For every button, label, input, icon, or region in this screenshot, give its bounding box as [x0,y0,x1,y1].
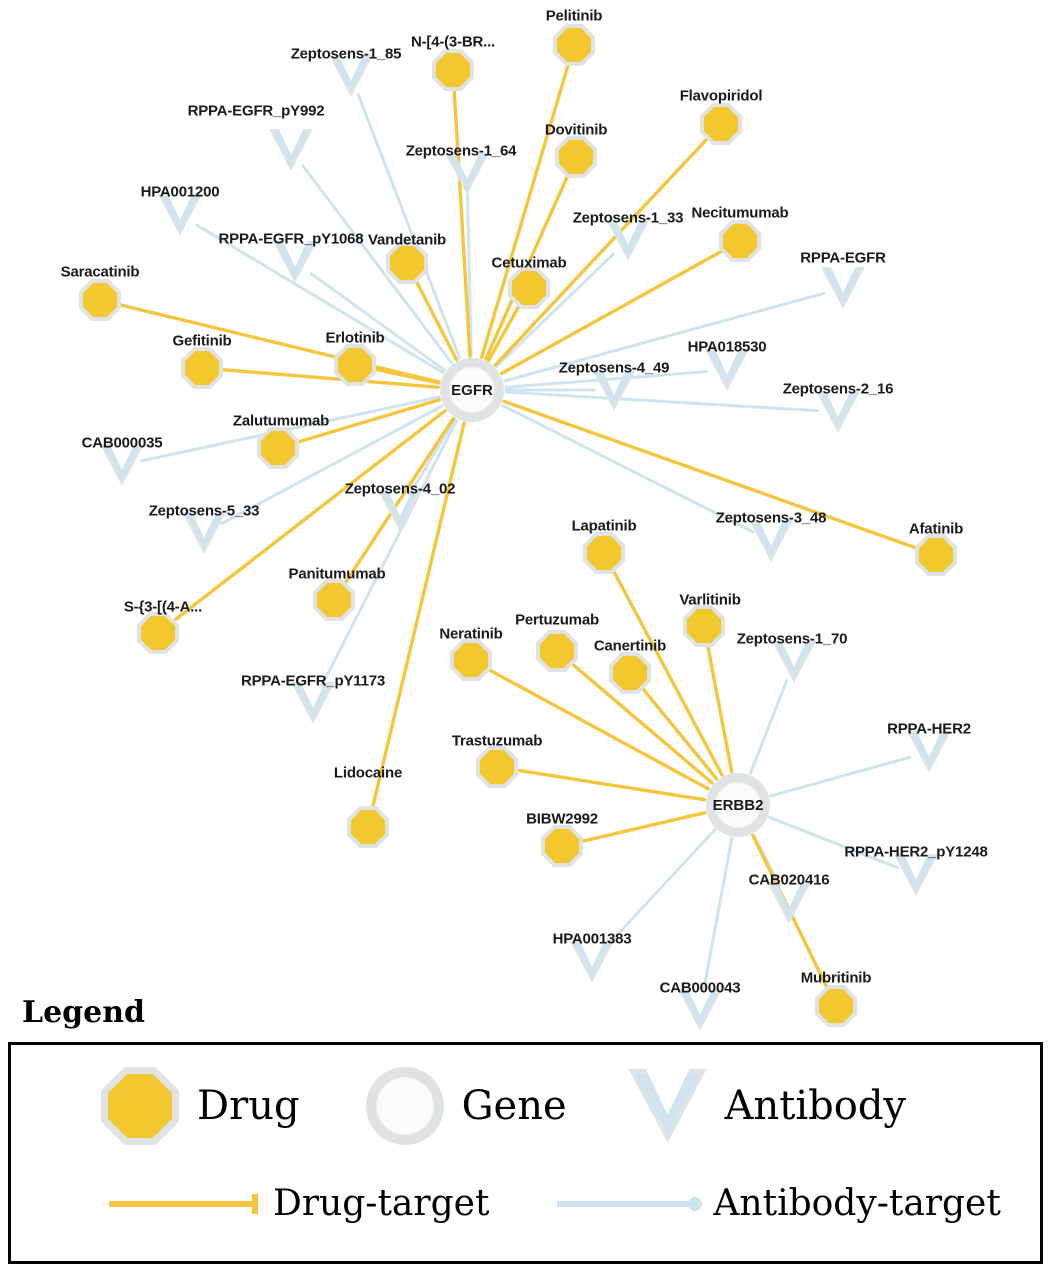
drug-node[interactable] [508,267,550,309]
drug-node-label: Neratinib [439,625,503,643]
drug-octagon-icon [700,103,742,145]
antibody-chevron-icon [269,129,313,171]
drug-node-label: S-{3-[(4-A... [123,598,203,616]
drug-octagon-icon [313,579,355,621]
drug-octagon-icon [683,605,725,647]
gene-node[interactable] [440,358,504,422]
drug-node[interactable] [79,279,121,321]
antibody-node-label: RPPA-HER2_pY1248 [844,843,988,861]
drug-octagon-icon [915,534,957,576]
drug-node-label: Pertuzumab [515,611,599,629]
drug-node-label: Lapatinib [571,517,637,535]
drug-octagon-icon [555,136,597,178]
antibody-node-label: RPPA-EGFR_pY1068 [218,230,364,248]
gene-node[interactable] [706,773,770,837]
antibody-chevron-icon [629,1069,707,1143]
antibody-node-label: HPA018530 [687,338,767,356]
drug-node[interactable] [609,652,651,694]
legend-item-gene [366,1067,567,1145]
drug-node[interactable] [137,612,179,654]
antibody-node-label: CAB020416 [748,871,830,889]
drug-node[interactable] [181,347,223,389]
antibody-node-label: RPPA-EGFR_pY992 [187,102,325,120]
antibody-node-label: RPPA-EGFR [800,249,886,267]
drug-node[interactable] [257,427,299,469]
legend-label-gene: Gene [461,1083,567,1129]
drug-octagon-icon [719,220,761,262]
antibody-node-label: CAB000035 [81,434,163,452]
drug-node-label: Flavopiridol [679,87,763,105]
antibody-node-label: CAB000043 [659,979,741,997]
drug-node-label: Necitumumab [691,204,789,222]
drug-node[interactable] [683,605,725,647]
drug-node-label: Vandetanib [367,231,447,249]
antibody-node-label: Zeptosens-4_49 [558,359,670,377]
antibody-node-label: HPA001383 [552,930,632,948]
legend-label-drug: Drug [197,1083,300,1129]
drug-node-label: Panitumumab [288,565,386,583]
drug-target-edge-icon [107,1191,265,1217]
legend-edge-antibody-target [555,1183,1000,1224]
drug-node-label: Erlotinib [325,329,385,347]
legend-symbol-row [11,1067,1040,1145]
antibody-node-label: Zeptosens-3_48 [715,509,827,527]
drug-node-label: Afatinib [908,520,964,538]
antibody-node-label: Zeptosens-1_70 [736,630,848,648]
drug-octagon-icon [450,639,492,681]
drug-octagon-icon [541,825,583,867]
antibody-node-label: Zeptosens-1_64 [405,142,517,160]
antibody-node-label: Zeptosens-1_33 [572,209,684,227]
drug-octagon-icon [101,1067,179,1145]
drug-node[interactable] [553,24,595,66]
drug-octagon-icon [79,279,121,321]
antibody-node-label: Zeptosens-2_16 [782,380,894,398]
antibody-node-label: Zeptosens-5_33 [148,502,260,520]
drug-node[interactable] [700,103,742,145]
drug-node[interactable] [476,746,518,788]
drug-node-label: N-[4-(3-BR... [410,33,496,51]
drug-octagon-icon [137,612,179,654]
drug-node[interactable] [815,985,857,1027]
antibody-chevron-icon [821,267,865,309]
drug-octagon-icon [553,24,595,66]
drug-octagon-icon [347,806,389,848]
drug-node-label: Cetuximab [491,254,567,272]
drug-octagon-icon [476,746,518,788]
antibody-node-label: Zeptosens-1_85 [290,45,402,63]
drug-node-label: BIBW2992 [526,810,598,828]
drug-node-label: Saracatinib [60,263,140,281]
drug-node[interactable] [334,344,376,386]
gene-circle-icon [706,773,770,837]
legend-edge-row [11,1183,1040,1224]
legend-label-antibody-target: Antibody-target [713,1183,1001,1224]
legend-edge-drug-target [107,1183,489,1224]
drug-octagon-icon [432,49,474,91]
gene-node-label: EGFR [451,381,493,399]
drug-node-label: Dovitinib [544,121,608,139]
drug-octagon-icon [536,630,578,672]
drug-node-label: Pelitinib [545,7,603,25]
drug-node[interactable] [583,532,625,574]
antibody-node-label: Zeptosens-4_02 [344,480,456,498]
antibody-node[interactable] [821,267,865,309]
drug-node[interactable] [347,806,389,848]
legend-item-antibody [629,1069,906,1143]
antibody-node[interactable] [269,129,313,171]
drug-octagon-icon [815,985,857,1027]
gene-circle-icon [440,358,504,422]
legend-title: Legend [22,995,146,1030]
gene-circle-icon [366,1067,444,1145]
drug-octagon-icon [257,427,299,469]
antibody-node-label: HPA001200 [140,183,220,201]
drug-node-label: Gefitinib [172,332,232,350]
drug-node[interactable] [536,630,578,672]
drug-node[interactable] [555,136,597,178]
drug-node[interactable] [915,534,957,576]
drug-node-label: Mubritinib [800,969,872,987]
drug-octagon-icon [508,267,550,309]
drug-node-label: Varlitinib [679,591,741,609]
drug-node-label: Zalutumumab [232,412,330,430]
drug-node[interactable] [313,579,355,621]
drug-node-label: Canertinib [593,637,667,655]
drug-node-label: Lidocaine [333,764,403,782]
antibody-target-edge-icon [555,1191,705,1217]
antibody-node-label: RPPA-HER2 [887,720,971,738]
gene-node-label: ERBB2 [712,796,764,814]
drug-octagon-icon [583,532,625,574]
legend-item-drug [101,1067,300,1145]
legend-box [8,1042,1043,1264]
drug-node[interactable] [719,220,761,262]
legend-label-drug-target: Drug-target [273,1183,490,1224]
drug-octagon-icon [334,344,376,386]
antibody-node-label: RPPA-EGFR_pY1173 [240,672,386,690]
legend-label-antibody: Antibody [724,1083,907,1129]
drug-node[interactable] [432,49,474,91]
drug-octagon-icon [609,652,651,694]
drug-node[interactable] [541,825,583,867]
drug-node[interactable] [450,639,492,681]
drug-node-label: Trastuzumab [451,732,543,750]
drug-octagon-icon [181,347,223,389]
